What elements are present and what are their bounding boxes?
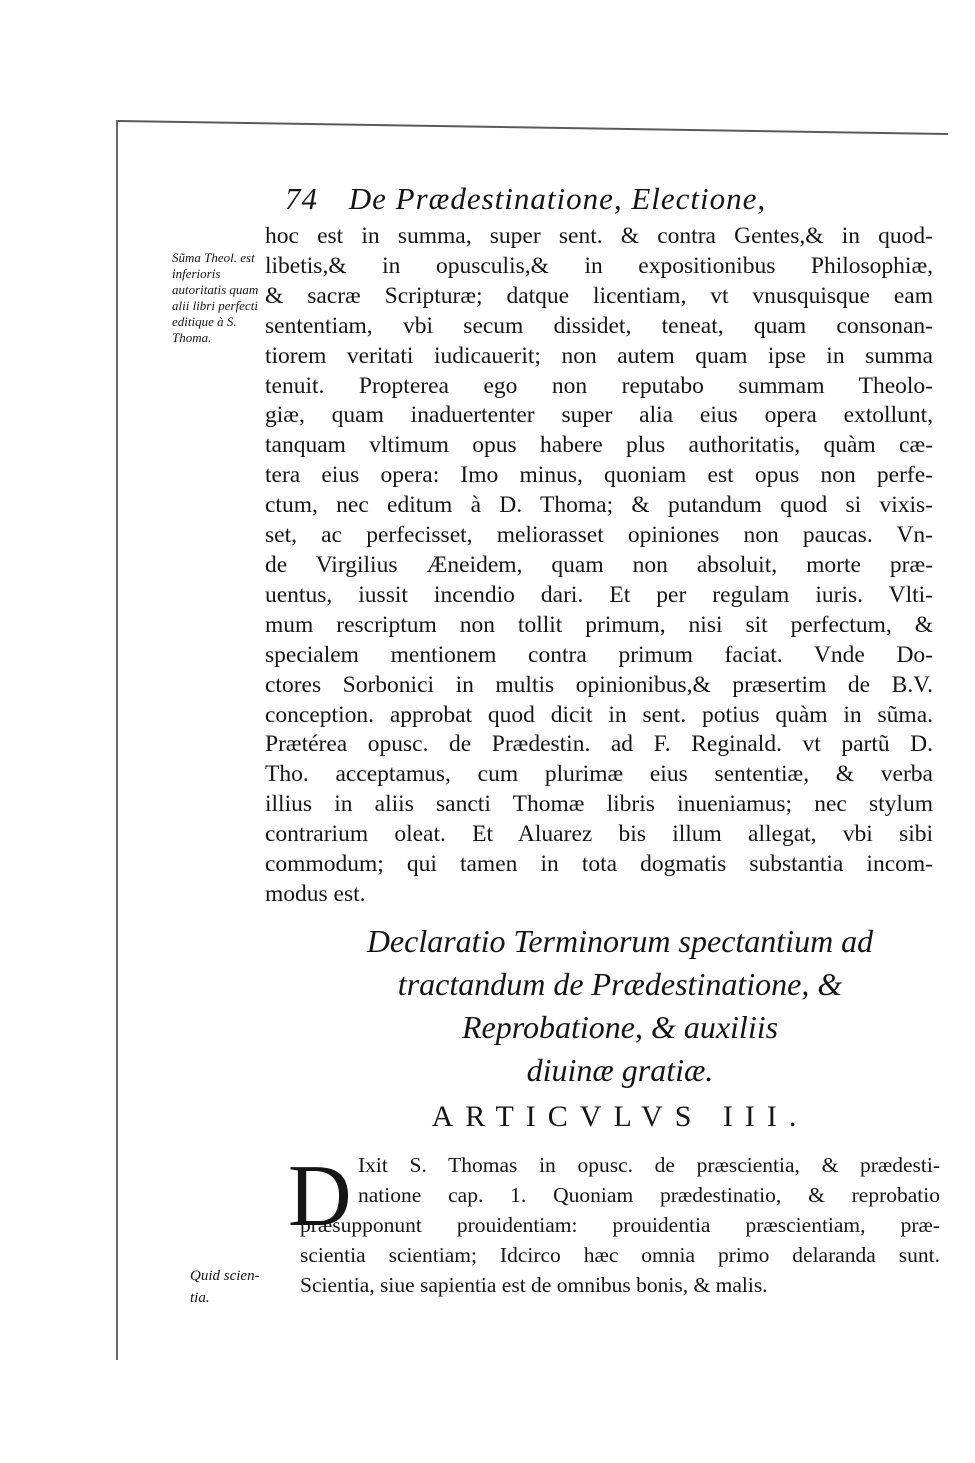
article-title: ARTICVLVS III. (431, 1100, 809, 1133)
text-line: libetis,& in opusculis,& in expositionibus Philosophiæ, (265, 252, 933, 279)
section-heading (280, 920, 960, 1092)
margin-note-summa: Sũma Theol. est inferioris autoritatis quam alii libri perfecti editique à S. Thoma. (172, 250, 259, 345)
text-line: illius in aliis sancti Thomæ libris inueniamus; nec stylum (265, 791, 933, 818)
text-line: de Virgilius Æneidem, quam non absoluit, morte præ- (265, 551, 933, 578)
text-line: præsupponunt prouidentiam: prouidentia præscientiam, præ- (300, 1213, 940, 1237)
text-line: commodum; qui tamen in tota dogmatis substantia incom- (265, 851, 933, 878)
text-line: Tho. acceptamus, cum plurimæ eius sententiæ, & verba (265, 761, 933, 788)
running-title: De Prædestinatione, Electione, (348, 181, 767, 216)
text-line: contrarium oleat. Et Aluarez bis illum allegat, vbi sibi (265, 821, 933, 848)
text-line: set, ac perfecisset, meliorasset opiniones non paucas. Vn- (265, 522, 933, 549)
text-line: & sacræ Scripturæ; datque licentiam, vt vnusquisque eam (265, 282, 933, 309)
drop-cap: D (288, 1148, 352, 1245)
text-line: tenuit. Propterea ego non reputabo summam Theolo- (265, 372, 933, 399)
text-line: Prætérea opusc. de Prædestin. ad F. Reginald. vt partũ D. (265, 731, 933, 758)
text-line: tera eius opera: Imo minus, quoniam est opus non perfe- (265, 462, 933, 489)
text-line: Ixit S. Thomas in opusc. de præscientia, & prædesti- (358, 1153, 940, 1177)
heading-line: Reprobatione, & auxiliis (461, 1009, 779, 1045)
heading-line: diuinæ gratiæ. (526, 1052, 714, 1088)
body-paragraph (265, 222, 933, 910)
text-line: tiorem veritati iudicauerit; non autem quam ipse in summa (265, 342, 933, 369)
margin-note-scientia: Quid scien- tia. (190, 1268, 260, 1306)
text-line: hoc est in summa, super sent. & contra Gentes,& in quod- (265, 223, 933, 249)
text-line: natione cap. 1. Quoniam prædestinatio, & reprobatio (358, 1183, 940, 1207)
page-border-left (116, 120, 118, 1360)
text-line: sententiam, vbi secum dissidet, teneat, quam consonan- (265, 312, 933, 339)
heading-line: tractandum de Prædestinatione, & (397, 966, 843, 1002)
text-line: giæ, quam inaduertenter super alia eius opera extollunt, (265, 402, 933, 429)
text-line: tanquam vltimum opus habere plus authoritatis, quàm cæ- (265, 432, 933, 459)
running-header (285, 181, 945, 217)
text-line: uentus, iussit incendio dari. Et per regulam iuris. Vlti- (265, 581, 933, 608)
text-line: mum rescriptum non tollit primum, nisi sit perfectum, & (265, 611, 933, 638)
article-paragraph (300, 1150, 940, 1300)
text-line: modus est. (265, 880, 366, 907)
text-line: conception. approbat quod dicit in sent. potius quàm in sũma. (265, 701, 933, 728)
text-line: specialem mentionem contra primum faciat. Vnde Do- (265, 641, 933, 668)
text-line: ctores Sorbonici in multis opinionibus,& præsertim de B.V. (265, 671, 933, 698)
page-number: 74 (285, 181, 318, 216)
text-line: scientia scientiam; Idcirco hæc omnia primo delaranda sunt. (300, 1243, 940, 1267)
text-line: ctum, nec editum à D. Thoma; & putandum quod si vixis- (265, 492, 933, 519)
text-line: Scientia, siue sapientia est de omnibus bonis, & malis. (300, 1273, 768, 1297)
page-border-top (118, 120, 948, 135)
heading-line: Declaratio Terminorum spectantium ad (366, 923, 874, 959)
